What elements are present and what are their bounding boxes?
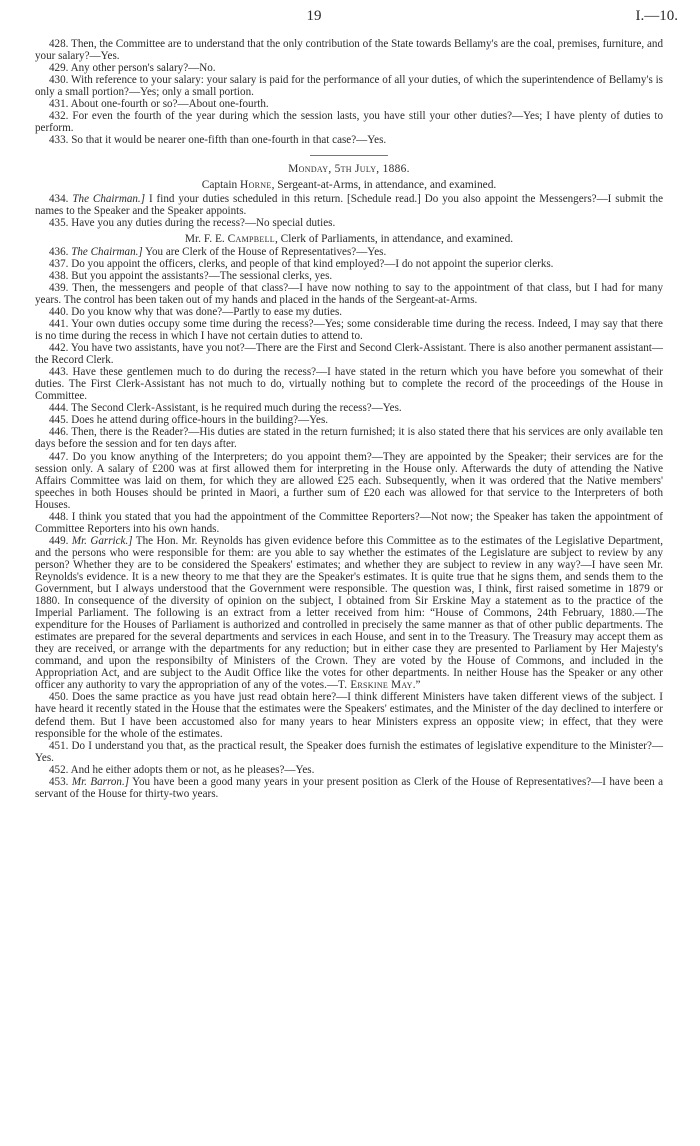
question-text: Do I understand you that, as the practical result, the Speaker does furnish the estimates of legislative expenditure to the Minister?—Yes. bbox=[35, 739, 664, 764]
question-number: 432. bbox=[49, 110, 69, 123]
question-number: 452. bbox=[49, 763, 69, 776]
question-number: 441. bbox=[49, 317, 69, 330]
question-number: 451. bbox=[49, 739, 69, 752]
question-text: The Hon. Mr. Reynolds has given evidence before this Committee as to the estimates of the Legislative Department, and the persons who were responsible for them: are you able to say whether the estimates of the Legislature are subject to review by any person? Whether they are to be considered the Speakers' estimates; and whether they are subject to review in any way?—I have seen Mr. Reynolds's evidence. It is a new theory to me that they are the Speaker's estimates. It is quite true that he signs them, and sends them to the Government, but I always understood that the Government were responsible. The question was, I think, first raised sometime in 1879 or 1880. In consequence of the diversity of opinion on the subject, I obtained from Sir Erskine May a statement as to the practice of the Imperial Parliament. The following is an extract from a letter received from him: “House of Commons, 24th February, 1880.—The expenditure for the Houses of Parliament is authorized and controlled in precisely the same manner as that of other public departments. The estimates are prepared for the several departments and services in each House, and sent in to the Treasury. The Treasury may accept them as they are received, or arrange with the departments for any reduction; but in either case they are presented to Parliament by Her Majesty's command, and upon the responsibilty of Ministers of the Crown. They are voted by the House of Commons, and included in the Appropriation Act, and are subject to the Audit Office like the votes for other departments. In neither House has the Speaker or any other officer any authority to vary the appropriation of any of the votes.— bbox=[35, 534, 663, 692]
question-paragraph bbox=[35, 426, 663, 450]
question-text: The Second Clerk-Assistant, is he required much during the recess?—Yes. bbox=[71, 402, 402, 415]
question-number: 450. bbox=[49, 691, 69, 704]
letter-signature: T. Erskine May bbox=[337, 679, 413, 692]
question-paragraph bbox=[35, 98, 663, 110]
question-number: 440. bbox=[49, 305, 69, 318]
question-text: Do you know anything of the Interpreters; do you appoint them?—They are appointed by the Speaker; their services are for the session only. A salary of £200 was at first allowed them for interpreting in the House only. Afterwards the duty of attending the Native Affairs Committee was laid on them, for which they are allowed £25 each. Subsequently, when it was ordered that the Native members' speeches in both Houses should be printed in Maori, a further sum of £20 each was allowed for that service to the Interpreters of both Houses. bbox=[35, 450, 663, 511]
question-number: 447. bbox=[49, 450, 69, 463]
question-text: Does the same practice as you have just read obtain here?—I think different Ministers have taken different views of the subject. I have heard it recently stated in the House that the estimates were the Speakers' estimates, and the Minister of the day declined to interfere or defend them. But I have been accustomed also for many years to hear Ministers express an opposite view; in effect, that they were responsible for the whole of the estimates. bbox=[35, 691, 663, 740]
question-text: But you appoint the assistants?—The sessional clerks, yes. bbox=[71, 269, 333, 282]
question-number: 443. bbox=[49, 366, 69, 379]
witness-heading-horne: Captain Horne, Sergeant-at-Arms, in attendance, and examined. bbox=[201, 179, 497, 192]
section-divider bbox=[310, 155, 388, 156]
witness-heading-campbell: Mr. F. E. Campbell, Clerk of Parliaments, in attendance, and examined. bbox=[184, 232, 514, 245]
question-text: Then, the messengers and people of that class?—I have now nothing to say to the appointment of that class, but I had for many years. The control has been taken out of my hands and placed in the hands of the Sergeant-at-Arms. bbox=[35, 281, 663, 306]
question-number: 442. bbox=[49, 342, 69, 355]
speaker-name: Mr. Barron.] bbox=[71, 775, 130, 788]
question-text: Do you appoint the officers, clerks, and people of that kind employed?—I do not appoint the superior clerks. bbox=[71, 257, 554, 270]
quote-close: .” bbox=[412, 679, 421, 692]
question-number: 438. bbox=[49, 269, 69, 282]
question-text: So that it would be nearer one-fifth than one-fourth in that case?—Yes. bbox=[71, 134, 387, 147]
question-text: For even the fourth of the year during which the session lasts, you have still your other duties?—Yes; I have plenty of duties to perform. bbox=[35, 110, 664, 135]
evidence-block-horne bbox=[35, 193, 663, 229]
document-code: I.—10. bbox=[635, 8, 678, 24]
question-paragraph bbox=[35, 414, 663, 426]
question-paragraph bbox=[35, 740, 663, 764]
question-text: You have two assistants, have you not?—There are the First and Second Clerk-Assistant. There is also another permanent assistant—the Record Clerk. bbox=[35, 342, 663, 367]
question-number: 449. bbox=[49, 534, 69, 547]
document-body bbox=[35, 38, 663, 800]
question-number: 435. bbox=[49, 216, 69, 229]
question-paragraph bbox=[35, 62, 663, 74]
question-paragraph bbox=[35, 110, 663, 134]
question-text: With reference to your salary: your salary is paid for the performance of all your duties, of which the superintendence of Bellamy's is only a small portion?—Yes; only a small portion. bbox=[35, 74, 663, 99]
question-text: And he either adopts them or not, as he pleases?—Yes. bbox=[70, 763, 315, 776]
question-number: 428. bbox=[49, 38, 69, 50]
question-paragraph bbox=[35, 270, 663, 282]
question-paragraph bbox=[35, 402, 663, 414]
question-text: Do you know why that was done?—Partly to ease my duties. bbox=[71, 305, 343, 318]
question-text: Your own duties occupy some time during the recess?—Yes; some considerable time during the recess. Indeed, I may say that there is no time during the recess in which I have not certain duties to attend to. bbox=[35, 317, 663, 343]
question-number: 436. bbox=[49, 245, 69, 258]
question-text: Does he attend during office-hours in the building?—Yes. bbox=[71, 414, 329, 427]
question-paragraph bbox=[35, 134, 663, 146]
question-text: Have these gentlemen much to do during the recess?—I have stated in the return which you have before you somewhat of their duties. The First Clerk-Assistant has not much to do, virtually nothing but to complete the record of the proceedings of the House in Committee. bbox=[35, 366, 663, 403]
speaker-name: The Chairman.] bbox=[71, 245, 143, 258]
question-text: I think you stated that you had the appointment of the Committee Reporters?—Not now; the Speaker has taken the appointment of Committee Reporters into his own hands. bbox=[35, 510, 663, 535]
question-paragraph bbox=[35, 511, 663, 535]
page-header bbox=[0, 8, 700, 32]
question-text: You have been a good many years in your present position as Clerk of the House of Representatives?—I have been a servant of the House for thirty-two years. bbox=[35, 775, 663, 800]
question-paragraph bbox=[35, 691, 663, 739]
question-paragraph bbox=[35, 366, 663, 402]
question-number: 453. bbox=[49, 775, 69, 788]
question-number: 446. bbox=[49, 426, 69, 439]
question-number: 430. bbox=[49, 74, 69, 87]
question-number: 444. bbox=[49, 402, 69, 415]
question-paragraph bbox=[35, 306, 663, 318]
question-text: Then, there is the Reader?—His duties are stated in the return furnished; it is also stated there that his services are only available ten days before the session and for ten days after. bbox=[35, 426, 663, 451]
question-text: Then, the Committee are to understand that the only contribution of the State towards Bellamy's are the coal, premises, furniture, and your salary?—Yes. bbox=[35, 38, 663, 63]
question-number: 434. bbox=[49, 192, 69, 205]
question-number: 429. bbox=[49, 62, 69, 75]
question-text: You are Clerk of the House of Representatives?—Yes. bbox=[142, 245, 387, 258]
question-number: 433. bbox=[49, 134, 69, 147]
question-paragraph bbox=[35, 342, 663, 366]
question-paragraph bbox=[35, 74, 663, 98]
question-text: Any other person's salary?—No. bbox=[70, 62, 216, 75]
question-paragraph bbox=[35, 193, 663, 217]
page-number: 19 bbox=[306, 8, 322, 24]
speaker-name: The Chairman.] bbox=[72, 192, 146, 205]
evidence-block-campbell bbox=[35, 246, 663, 800]
question-paragraph bbox=[35, 282, 663, 306]
question-paragraph bbox=[35, 535, 663, 692]
question-number: 448. bbox=[49, 510, 69, 523]
question-paragraph bbox=[35, 38, 663, 62]
question-number: 439. bbox=[49, 281, 69, 294]
question-number: 437. bbox=[49, 257, 69, 270]
question-paragraph bbox=[35, 246, 663, 258]
question-number: 431. bbox=[49, 98, 69, 111]
question-paragraph bbox=[35, 217, 663, 229]
date-heading: Monday, 5th July, 1886. bbox=[288, 163, 410, 176]
speaker-name: Mr. Garrick.] bbox=[71, 534, 133, 547]
question-paragraph bbox=[35, 318, 663, 342]
question-text: Have you any duties during the recess?—No special duties. bbox=[71, 216, 336, 229]
question-text: I find your duties scheduled in this return. [Schedule read.] Do you also appoint the Messengers?—I submit the names to the Speaker and the Speaker appoints. bbox=[35, 192, 663, 217]
question-paragraph bbox=[35, 776, 663, 800]
question-number: 445. bbox=[49, 414, 69, 427]
evidence-block-bellamys bbox=[35, 38, 663, 146]
question-paragraph bbox=[35, 764, 663, 776]
question-text: About one-fourth or so?—About one-fourth. bbox=[70, 98, 269, 111]
question-paragraph bbox=[35, 451, 663, 511]
question-paragraph bbox=[35, 258, 663, 270]
